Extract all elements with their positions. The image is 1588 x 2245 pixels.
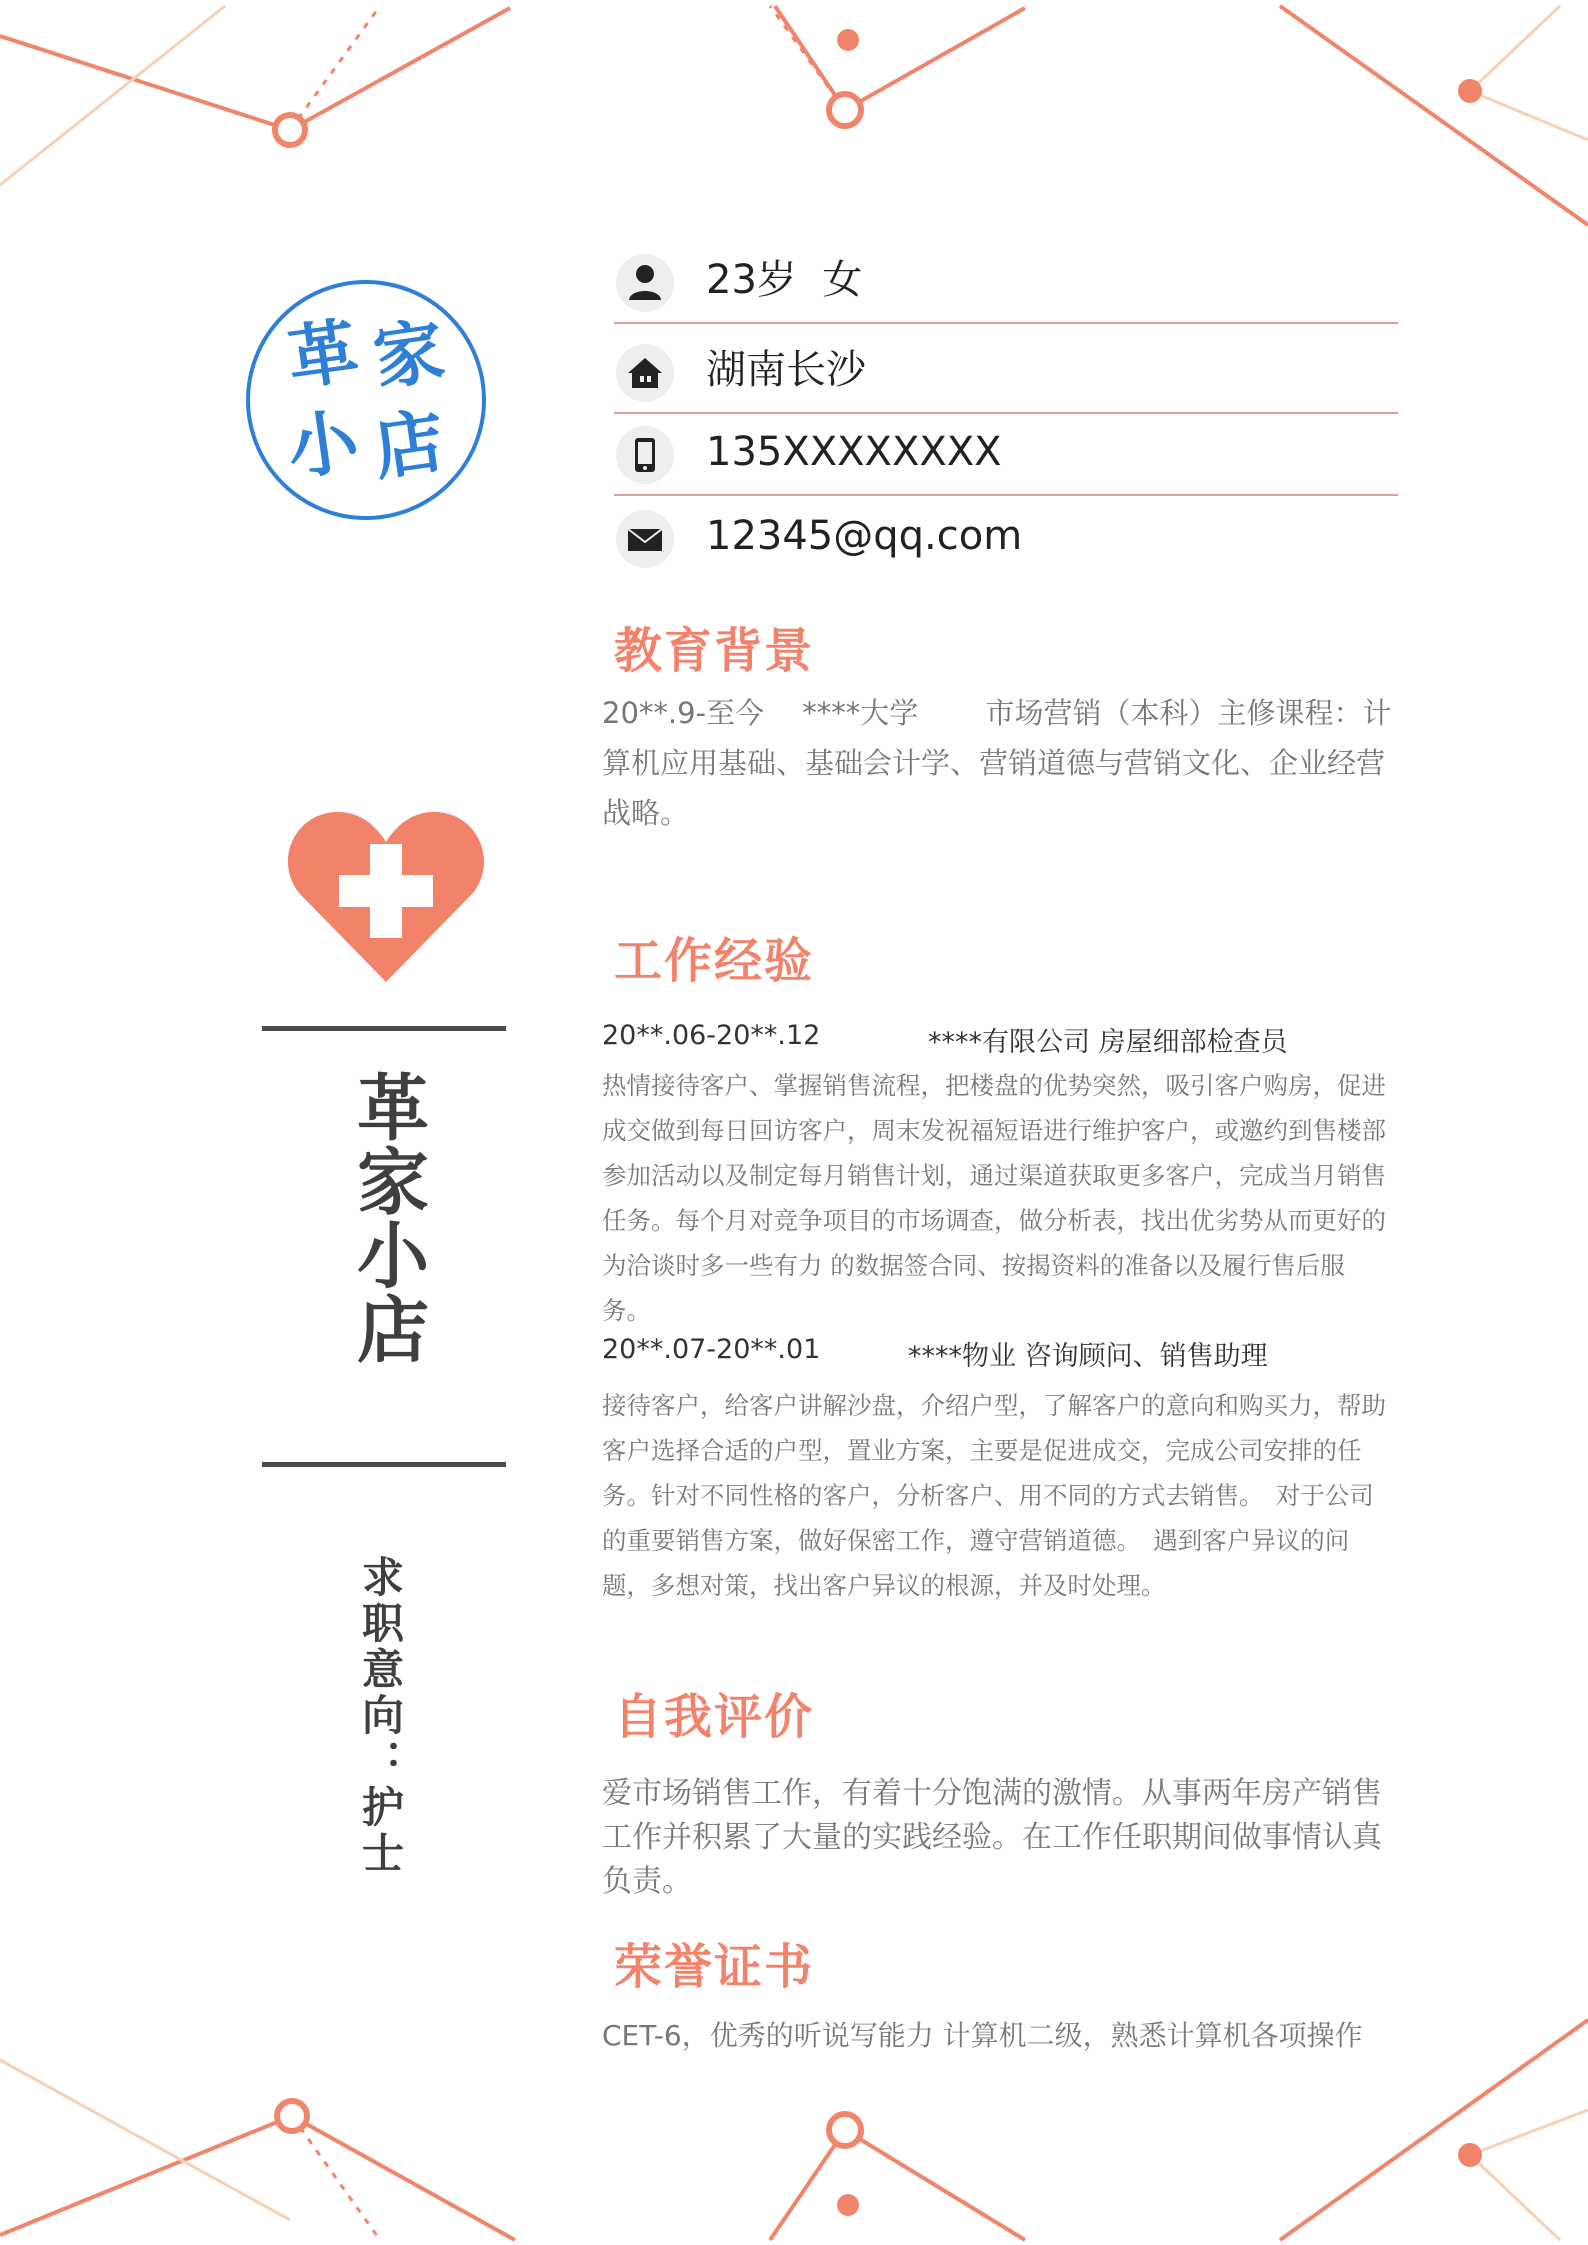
- section-title-self-eval: 自我评价: [614, 1689, 815, 1745]
- home-icon: [616, 344, 674, 402]
- stamp-char: 店: [368, 398, 450, 491]
- job-description: 热情接待客户、掌握销售流程，把楼盘的优势突然，吸引客户购房，促进成交做到每日回访客户，周末发祝福短语进行维护客户，或邀约到售楼部参加活动以及制定每月销售计划，通过渠道获取更多客户，完成当月销售任务。每个月对竞争项目的市场调查，做分析表，找出优劣势从而更好的为洽谈时多一些有力 的数据签合同、按揭资料的准备以及履行售后服务。: [602, 1071, 1386, 1325]
- job-period: 20**.07-20**.01: [602, 1334, 821, 1365]
- section-title-experience: 工作经验: [614, 933, 815, 989]
- contact-location: 湖南长沙: [614, 338, 1398, 414]
- phone-icon: [616, 426, 674, 484]
- contact-email: 12345@qq.com: [614, 504, 1398, 580]
- education-text: 20**.9-至今 ****大学 市场营销（本科）主修课程：计算机应用基础、基础会计学、营销道德与营销文化、企业经营战略。: [602, 696, 1392, 830]
- job-header: [602, 1334, 1268, 1372]
- self-eval-text: 爱市场销售工作，有着十分饱满的激情。从事两年房产销售工作并积累了大量的实践经验。在工作任职期间做事情认真负责。: [602, 1776, 1382, 1899]
- stamp-char: 小: [282, 398, 364, 491]
- divider-bottom: [262, 1462, 506, 1467]
- logo-stamp: [246, 280, 486, 520]
- job-description: 接待客户，给客户讲解沙盘，介绍户型，了解客户的意向和购买力，帮助客户选择合适的户型，置业方案，主要是促进成交，完成公司安排的任务。针对不同性格的客户，分析客户、用不同的方式去销售。 对于公司的重要销售方案，做好保密工作，遵守营销道德。 遇到客户异议的问题，多想对策，找出客户异议的根源，并及时处理。: [602, 1391, 1386, 1600]
- contact-phone: 135XXXXXXXX: [614, 420, 1398, 496]
- section-title-honors: 荣誉证书: [614, 1939, 815, 1995]
- job-intent: 求职意向：护士: [356, 1555, 405, 1877]
- stamp-char: 家: [368, 308, 450, 401]
- job-company: ****有限公司 房屋细部检查员: [928, 1027, 1288, 1058]
- divider-top: [262, 1026, 506, 1031]
- heart-cross-icon: [288, 806, 484, 984]
- job-company: ****物业 咨询顾问、销售助理: [908, 1341, 1268, 1372]
- stamp-char: 革: [282, 308, 364, 401]
- contact-age-gender: 23岁 女: [614, 248, 1398, 324]
- job-period: 20**.06-20**.12: [602, 1020, 821, 1051]
- job-header: [602, 1020, 1288, 1058]
- honors-text: CET-6，优秀的听说写能力 计算机二级，熟悉计算机各项操作: [602, 2019, 1363, 2052]
- person-icon: [616, 254, 674, 312]
- candidate-name: 革家小店: [345, 1070, 429, 1366]
- mail-icon: [616, 510, 674, 568]
- section-title-education: 教育背景: [614, 623, 815, 679]
